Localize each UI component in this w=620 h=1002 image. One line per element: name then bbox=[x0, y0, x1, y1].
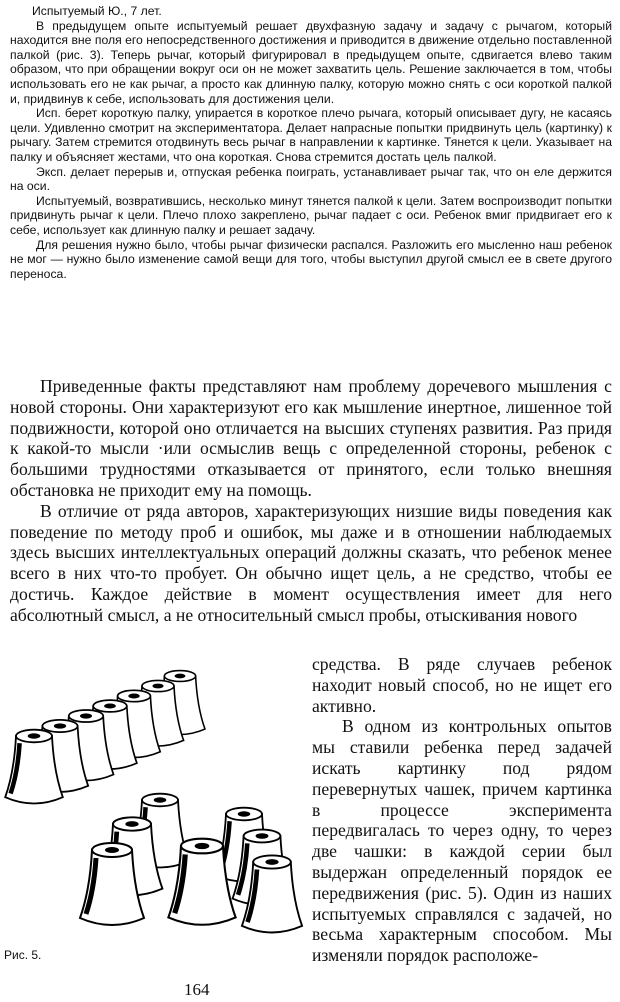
page-number: 164 bbox=[184, 980, 210, 999]
cups-figure bbox=[0, 660, 312, 970]
main-paragraph: В отличие от ряда авторов, характеризующих низшие виды поведения как поведение по методу проб и ошибок, мы даже и в отношении наблюдаемых здесь высших интеллектуальных операций должны сказать, что ребенок менее всего в них что-то пробует. Он обычно ищет цель, а не средство, чтобы ее достичь. Каждое действие в момент осуществления имеет для него абсолютный смысл, а не относительный смысл пробы, отыскивания нового bbox=[10, 500, 612, 625]
main-paragraph-continued: средства. В ряде случаев ребенок находит новый способ, но не ищет его активно. bbox=[312, 654, 612, 716]
main-text bbox=[10, 376, 612, 626]
protocol-header: Испытуемый Ю., 7 лет. bbox=[32, 4, 162, 18]
protocol-paragraph: Испытуемый, возвратившись, несколько минут тянется палкой к цели. Затем воспроизводит попытки придвинуть рычаг к цели. Плечо плохо закреплено, рычаг падает с оси. Ребенок вмиг придвигает его к себе, использует как длинную палку и решает задачу. bbox=[10, 193, 612, 237]
main-paragraph: Приведенные факты представляют нам проблему доречевого мышления с новой стороны. Они характеризуют его как мышление инертное, лишенное той подвижности, которой оно отличается на высших ступенях развития. Раз придя к какой-то мысли ·или осмыслив вещь с определенной стороны, ребенок с большими трудностями отказывается от принятого, если только внешняя обстановка не приходит ему на помощь. bbox=[10, 376, 612, 500]
protocol-paragraph: Для решения нужно было, чтобы рычаг физически распался. Разложить его мысленно наш ребенок не мог — нужно было изменение самой вещи для того, чтобы выступил другой смысл ее в свете другого переноса. bbox=[10, 237, 612, 281]
cup-arch-bottom bbox=[80, 794, 302, 933]
protocol-paragraph: Исп. берет короткую палку, упирается в короткое плечо рычага, который описывает дугу, не касаясь цели. Удивленно смотрит на экспериментатора. Делает напрасные попытки придвинуть цель (картинку) к рычагу. Затем стремится отодвинуть весь рычаг в направлении к картинке. Тянется к цели. Указывает на палку и объясняет жестами, что она короткая. Снова стремится достать цель палкой. bbox=[10, 106, 612, 164]
main-paragraph: В одном из контрольных опытов мы ставили ребенка перед задачей искать картинку под рядом перевернутых чашек, причем картинка в процессе эксперимента передвигалась то через одну, то через две чашки: в каждой серии был выдержан определенный порядок ее передвижения (рис. 5). Один из наших испытуемых справлялся с задачей, но весьма характерным способом. Мы изменяли порядок расположе- bbox=[312, 716, 612, 966]
protocol-block bbox=[10, 4, 612, 281]
cup-row-top bbox=[5, 671, 205, 804]
wrapped-column bbox=[312, 654, 612, 966]
protocol-paragraph: Эксп. делает перерыв и, отпуская ребенка поиграть, устанавливает рычаг так, что он еле держится на оси. bbox=[10, 164, 612, 194]
figure-caption: Рис. 5. bbox=[4, 948, 42, 962]
protocol-paragraph: В предыдущем опыте испытуемый решает двухфазную задачу и задачу с рычагом, который находится вне поля его непосредственного достижения и приводится в движение отдельно поставленной палкой (рис. 3). Теперь рычаг, который фигурировал в предыдущем опыте, сдвигается влево таким образом, что при обращении вокруг оси он не может захватить цель. Решение заключается в том, чтобы использовать его не как рычаг, а просто как длинную палку, которую можно снять с оси короткой палкой и, придвинув к себе, использовать для достижения цели. bbox=[10, 18, 612, 106]
